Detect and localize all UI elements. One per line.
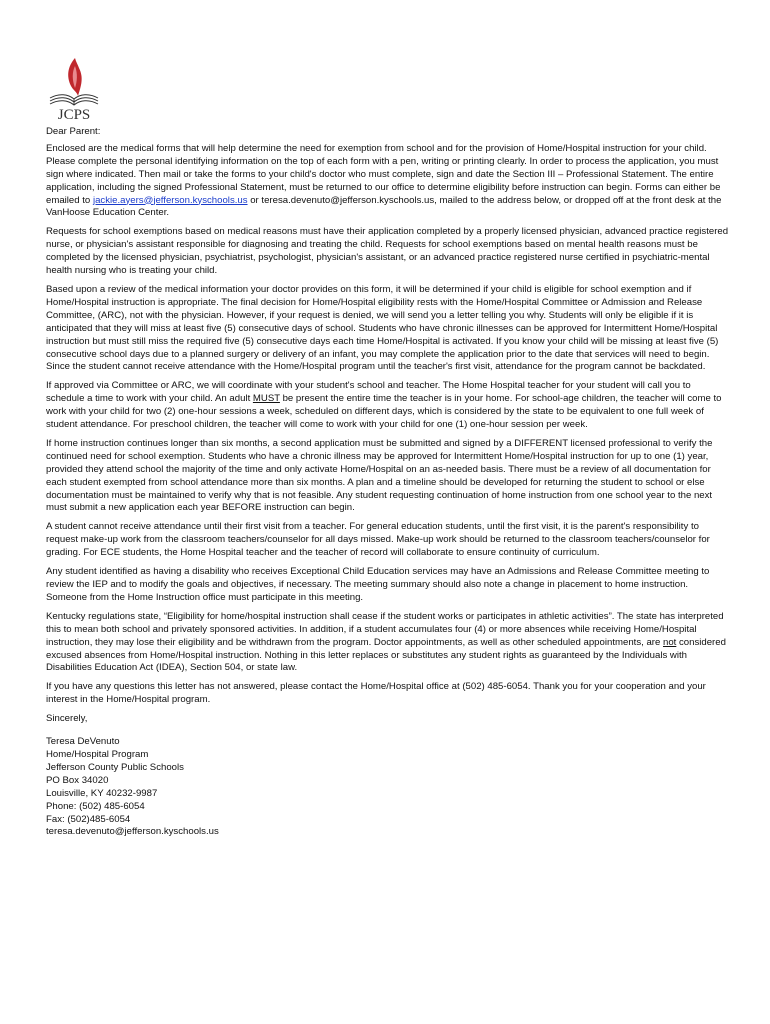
signature-fax: Fax: (502)485-6054 [46, 813, 131, 825]
signature-program: Home/Hospital Program [46, 748, 149, 760]
signature-city: Louisville, KY 40232-9987 [46, 787, 158, 799]
signature-pobox: PO Box 34020 [46, 774, 109, 786]
jcps-logo [44, 56, 104, 122]
paragraph-eligibility: Based upon a review of the medical information your doctor provides on this form, it will be determined if your child is eligible for school exemption and if Home/Hospital instruction is appropriate. The final decision for Home/Hospital eligibility rests with the Home/Hospital Committee or Admission and Release Committee, (ARC), not with the physician. However, if your request is denied, we will send you a letter telling you why. Students will only be eligible if it is anticipated that they will miss at least five (5) consecutive days of school. Students who have chronic illnesses can be approved for Intermittent Home/Hospital instruction but must still miss the required five (5) consecutive days each time Home/Hospital is activated. If you know your child will be missing at least five (5) consecutive school days due to a planned surgery or delivery of an infant, you may complete the application prior to the date that services will need to begin. Since the student cannot receive attendance with the Home/Hospital program until the teacher's first visit, attendance for the program cannot be backdated. [46, 283, 719, 373]
signature-block [46, 736, 730, 839]
signature-name: Teresa DeVenuto [46, 736, 120, 748]
salutation: Dear Parent: [46, 126, 101, 137]
email-link-jackie[interactable]: jackie.ayers@jefferson.kyschools.us [92, 194, 248, 206]
signature-org: Jefferson County Public Schools [46, 761, 184, 773]
open-book-icon [50, 95, 98, 105]
signature-phone: Phone: (502) 485-6054 [46, 800, 145, 812]
paragraph-forms: Enclosed are the medical forms that will help determine the need for exemption from school and for the provision of Home/Hospital instruction for your child. Please complete the personal identifying information on the top of each form with a pen, writing or printing clearly. In order to process the application, you must sign where indicated. Then mail or take the forms to your child's doctor who must complete, sign and date the Section III – Professional Statement. The entire application, including the signed Professional Statement, must be returned to our office to determine eligibility before instruction can begin. Forms can either be emailed to jackie.ayers@jefferson.kyschools.us or teresa.devenuto@jefferson.kyschools.us, mailed to the address below, or dropped off at the front desk at the VanHoose Education Center. [46, 142, 722, 219]
closing: Sincerely, [46, 713, 88, 725]
paragraph-contact: If you have any questions this letter has not answered, please contact the Home/Hospital office at (502) 485-6054. Thank you for your cooperation and your interest in the Home/Hospital program. [46, 681, 706, 706]
logo-text: JCPS [57, 107, 91, 122]
letter-body [46, 126, 730, 839]
paragraph-attendance: A student cannot receive attendance until their first visit from a teacher. For general education students, until the first visit, it is the parent's responsibility to request make-up work from the classroom teachers/counselor for all days missed. Make-up work should be returned to the classroom teachers/counselor for grading. For ECE students, the Home Hospital teacher and the teacher of record will collaborate to ensure continuity of curriculum. [46, 521, 710, 559]
paragraph-regulations: Kentucky regulations state, “Eligibility for home/hospital instruction shall cease if the student works or participates in athletic activities”. The state has interpreted this to mean both school and privately sponsored activities. In addition, if a student accumulates four (4) or more absences while receiving Home/Hospital instruction, they may lose their eligibility and be withdrawn from the program. Doctor appointments, as well as other scheduled appointments, are not considered excused absences from Home/Hospital instruction. Nothing in this letter replaces or substitutes any student rights as guaranteed by the Individuals with Disabilities Education Act (IDEA), Section 504, or state law. [46, 610, 726, 674]
paragraph-continuation: If home instruction continues longer than six months, a second application must be submitted and signed by a DIFFERENT licensed professional to verify the continued need for school exemption. Students who have a chronic illness may be approved for Intermittent Home/Hospital instruction for up to one (1) year, provided they attend school the majority of the time and only activate Home/Hospital on an as-needed basis. There must be a review of all documentation for each student exempted from school attendance more than six months. A plan and a timeline should be developed for returning the student to school or else documentation must be maintained to verify why that is not feasible. Any student requesting continuation of home instruction from one school year to the next must submit a new application each year BEFORE instruction can begin. [46, 437, 713, 514]
signature-email: teresa.devenuto@jefferson.kyschools.us [46, 826, 219, 838]
paragraph-disability: Any student identified as having a disability who receives Exceptional Child Education services may have an Admissions and Release Committee meeting to review the IEP and to modify the goals and objectives, if necessary. The meeting summary should also note a change in placement to home instruction. Someone from the Home Instruction office must participate in this meeting. [46, 566, 710, 603]
paragraph-requests: Requests for school exemptions based on medical reasons must have their application completed by a properly licensed physician, advanced practice registered nurse, or physician's assistant responsible for diagnosing and treating the child. Requests for school exemptions based on mental health reasons must be completed by the licensed physician, psychiatrist, psychologist, physician's assistant, or an advanced practice registered nurse certified in psychiatric-mental health nursing who is treating your child. [46, 226, 729, 277]
paragraph-approval: If approved via Committee or ARC, we will coordinate with your student's school and teacher. The Home Hospital teacher for your student will call you to schedule a time to work with your child. An adult MUST be present the entire time the teacher is in your home. For school-age children, the teacher will come to work with your child for two (2) one-hour sessions a week, scheduled on different days, which is considered by the state to be equivalent to one full week of student attendance. For preschool children, the teacher will come to work with your child for one (1) one-hour session per week. [46, 380, 722, 431]
